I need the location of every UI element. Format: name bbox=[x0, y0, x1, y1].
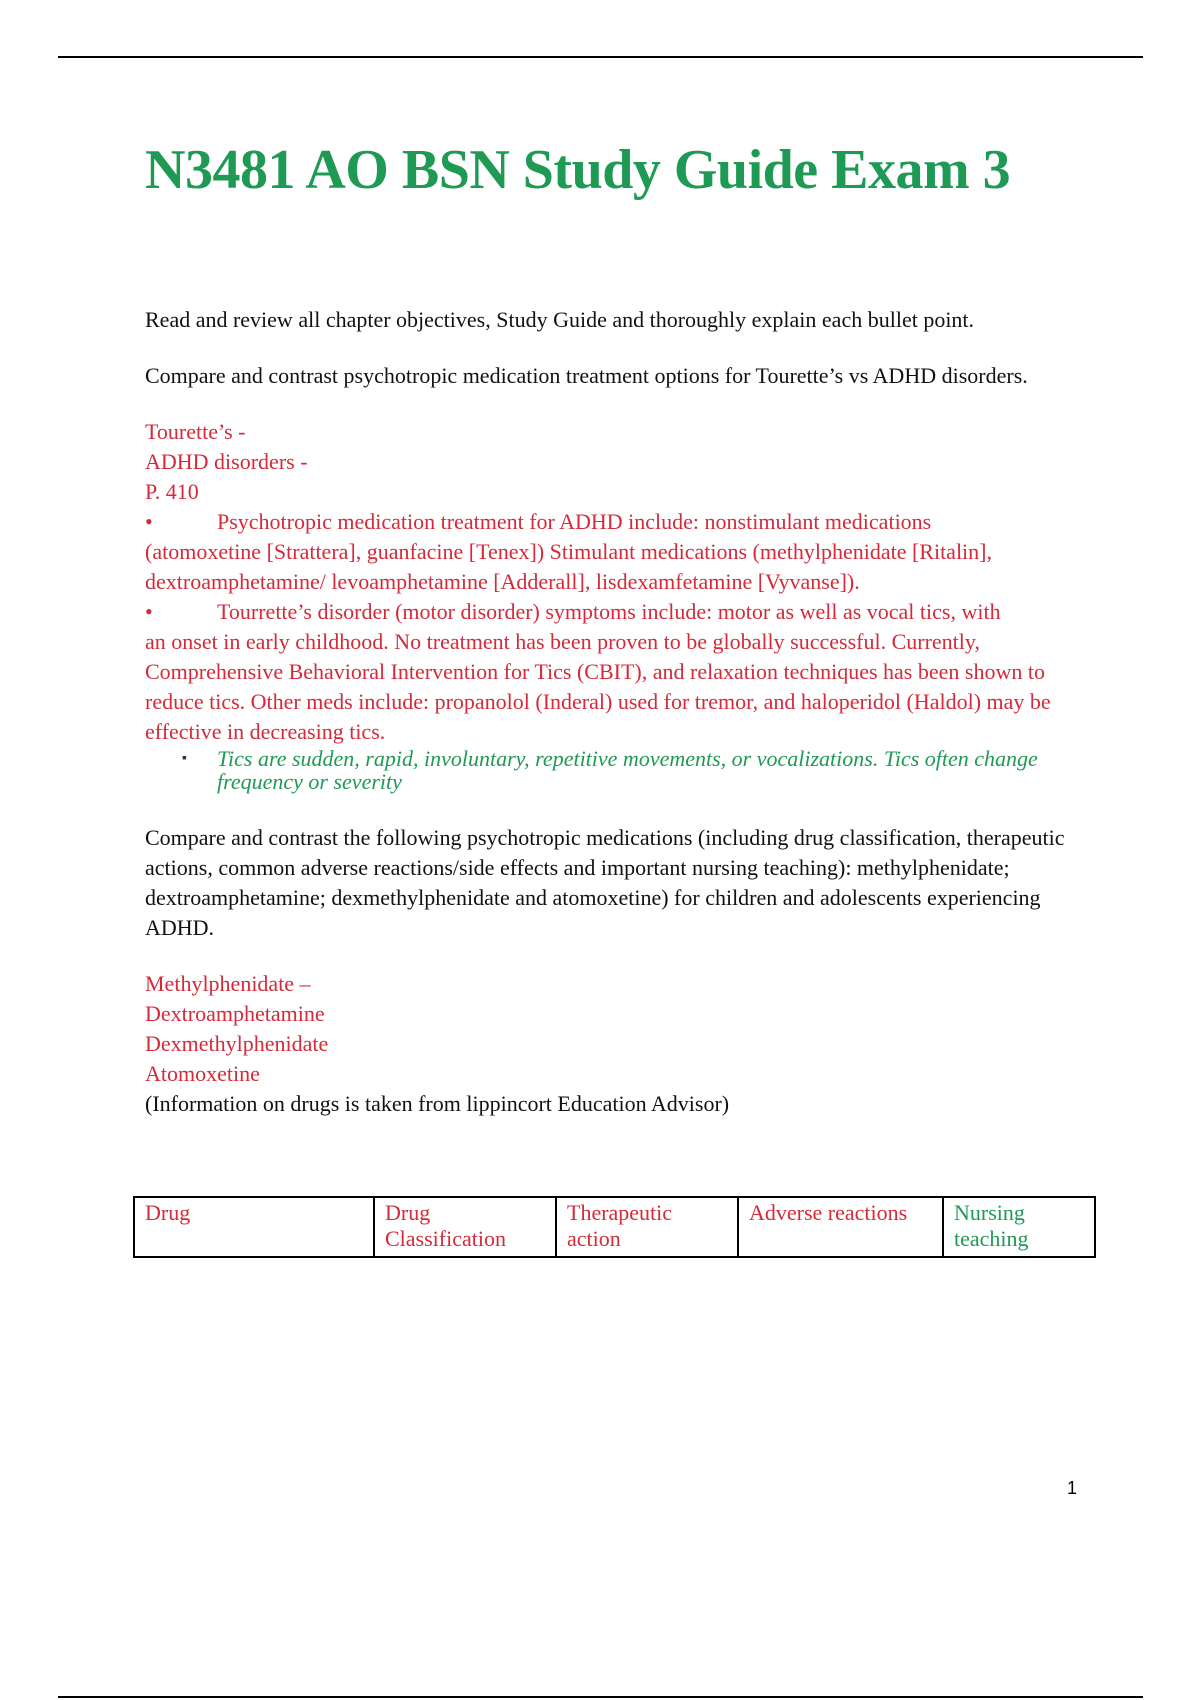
bullet-icon: • bbox=[145, 599, 153, 624]
table-header-cell: Drug Classification bbox=[374, 1197, 556, 1257]
document-body bbox=[145, 305, 1095, 1119]
answer-1 bbox=[145, 417, 1095, 747]
bullet-icon: • bbox=[145, 509, 153, 534]
intro-paragraph: Read and review all chapter objectives, Study Guide and thoroughly explain each bullet point. bbox=[145, 307, 975, 332]
answer-2-drug-list bbox=[145, 969, 1095, 1089]
page-number: 1 bbox=[1067, 1478, 1078, 1498]
table-header-cell: Drug bbox=[134, 1197, 374, 1257]
footer-rule bbox=[58, 1696, 1143, 1698]
drug-item: Methylphenidate – bbox=[145, 971, 311, 996]
table-header-row bbox=[134, 1197, 1095, 1257]
drug-comparison-table bbox=[133, 1196, 1096, 1258]
bullet-adhd-meds: • Psychotropic medication treatment for ADHD include: nonstimulant medications (atomoxetine [Strattera], guanfacine [Tenex]) Stimulant medications (methylphenidate [Ritalin], dextroamphetamine/ levoamphetamine [Adderall], lisdexamfetamine [Vyvanse]). bbox=[145, 509, 992, 594]
drug-item: Dexmethylphenidate bbox=[145, 1031, 329, 1056]
answer-heading-tourettes: Tourette’s - bbox=[145, 419, 246, 444]
answer-heading-adhd: ADHD disorders - bbox=[145, 449, 308, 474]
source-note: (Information on drugs is taken from lippincort Education Advisor) bbox=[145, 1091, 730, 1116]
question-2: Compare and contrast the following psychotropic medications (including drug classification, therapeutic actions, common adverse reactions/side effects and important nursing teaching): methylphenidate; dextroamphetamine; dexmethylphenidate and atomoxetine) for children and adolescents experiencing ADHD. bbox=[145, 825, 1065, 940]
drug-item: Dextroamphetamine bbox=[145, 1001, 325, 1026]
table-header-cell: Adverse reactions bbox=[738, 1197, 943, 1257]
page-title: N3481 AO BSN Study Guide Exam 3 bbox=[145, 139, 1011, 201]
bullet-tourettes: • Tourrette’s disorder (motor disorder) symptoms include: motor as well as vocal tics, with an onset in early childhood. No treatment has been proven to be globally successful. Currently, Comprehensive Behavioral Intervention for Tics (CBIT), and relaxation techniques has been shown to reduce tics. Other meds include: propanolol (Inderal) used for tremor, and haloperidol (Haldol) may be effective in decreasing tics. bbox=[145, 599, 1051, 744]
table-header-cell: Nursing teaching bbox=[943, 1197, 1095, 1257]
page-reference: P. 410 bbox=[145, 479, 199, 504]
sub-bullet-icon: ▪ bbox=[182, 751, 187, 766]
tics-note: ▪ Tics are sudden, rapid, involuntary, repetitive movements, or vocalizations. Tics often change frequency or severity bbox=[182, 746, 1038, 794]
drug-item: Atomoxetine bbox=[145, 1061, 260, 1086]
question-1: Compare and contrast psychotropic medication treatment options for Tourette’s vs ADHD disorders. bbox=[145, 363, 1028, 388]
table-header-cell: Therapeutic action bbox=[556, 1197, 738, 1257]
header-rule bbox=[58, 56, 1143, 58]
